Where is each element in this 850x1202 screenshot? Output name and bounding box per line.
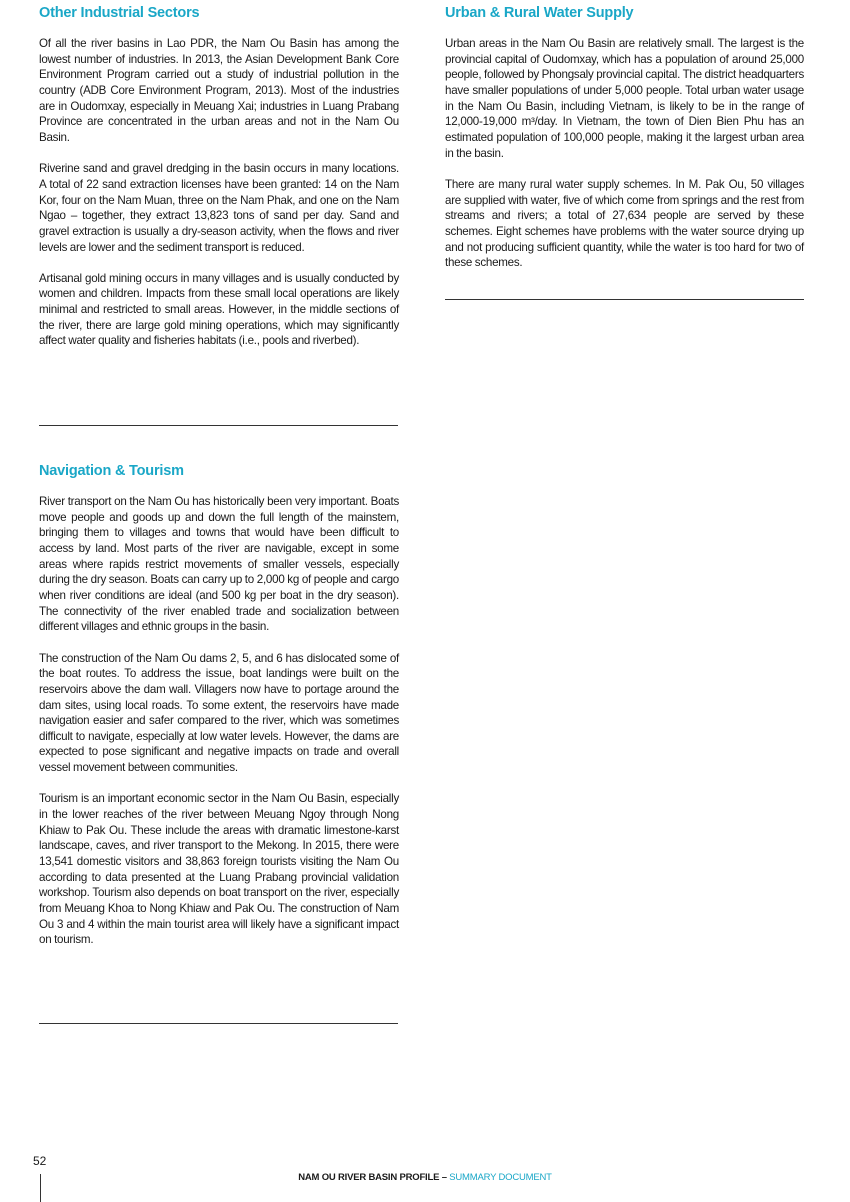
section-navigation-tourism xyxy=(39,462,399,964)
footer xyxy=(0,1172,850,1183)
section-title-water: Urban & Rural Water Supply xyxy=(445,5,634,21)
paragraph-industrial-2: Riverine sand and gravel dredging in the basin occurs in many locations. A total of 22 sand extraction licenses have been granted: 14 on the Nam Kor, four on the Nam Muan, three on the Nam Phak, and one on the Nam Ngao – together, they extract 13,823 tons of sand per day. Sand and gravel extraction is usually a dry-season activity, when the flows and river levels are lower and the sediment transport is reduced. xyxy=(39,162,399,254)
paragraph-water-1: Urban areas in the Nam Ou Basin are relatively small. The largest is the provincial capital of Oudomxay, which has a population of around 25,000 people, followed by Phongsaly provincial capital. The district headquarters have smaller populations of under 5,000 people. Total urban water usage in the Nam Ou Basin, including Vietnam, is likely to be in the range of 12,000-19,000 m³/day. In Vietnam, the town of Dien Bien Phu has an estimated population of 100,000 people, making it the largest urban area in the basin. xyxy=(445,37,804,160)
paragraph-navigation-1: River transport on the Nam Ou has historically been very important. Boats move people and goods up and down the full length of the mainstem, bringing them to villages and towns that would have been difficult to access by land. Most parts of the river are navigable, except in some areas where rapids restrict movements of smaller vessels, especially during the dry season. Boats can carry up to 2,000 kg of people and cargo when river conditions are ideal (and 500 kg per boat in the dry season). The connectivity of the river enabled trade and socialization between different villages and ethnic groups in the basin. xyxy=(39,495,399,634)
section-divider-navigation xyxy=(39,1023,398,1024)
section-divider-water xyxy=(445,299,804,300)
section-divider-industrial xyxy=(39,425,398,426)
paragraph-industrial-3: Artisanal gold mining occurs in many villages and is usually conducted by women and children. Impacts from these small local operations are likely minimal and restricted to small areas. However, in the middle sections of the river, there are large gold mining operations, which may significantly affect water quality and fisheries habitats (i.e., pools and riverbed). xyxy=(39,271,399,348)
section-title-industrial: Other Industrial Sectors xyxy=(39,5,200,21)
section-urban-rural-water-supply xyxy=(445,4,804,286)
paragraph-industrial-1: Of all the river basins in Lao PDR, the Nam Ou Basin has among the lowest number of industries. In 2013, the Asian Development Bank Core Environment Program carried out a study of industrial pollution in the country (ADB Core Environment Program, 2013). Most of the industries are in Oudomxay, especially in Meuang Xai; industries in Luang Prabang Province are concentrated in the urban areas and not in the Nam Ou Basin. xyxy=(39,37,399,144)
paragraph-navigation-2: The construction of the Nam Ou dams 2, 5, and 6 has dislocated some of the boat routes. To address the issue, boat landings were built on the reservoirs above the dam wall. Villagers now have to portage around the dam sites, using local roads. To some extent, the reservoirs have made navigation easier and safer compared to the river, which was sometimes difficult to navigate, especially at low water levels. However, the dams are expected to pose significant and negative impacts on trade and overall vessel movement between communities. xyxy=(39,651,399,775)
section-other-industrial-sectors xyxy=(39,4,399,365)
paragraph-water-2: There are many rural water supply schemes. In M. Pak Ou, 50 villages are supplied with water, five of which come from springs and the rest from streams and rivers; a total of 27,634 people are served by these schemes. Eight schemes have problems with the water source drying up and not producing sufficient quantity, while the water is too hard for two of these schemes. xyxy=(445,177,804,270)
section-title-navigation: Navigation & Tourism xyxy=(39,463,184,479)
footer-separator: – xyxy=(439,1172,450,1183)
footer-document-subtitle: SUMMARY DOCUMENT xyxy=(449,1172,552,1183)
page-number: 52 xyxy=(33,1154,47,1168)
paragraph-navigation-3: Tourism is an important economic sector in the Nam Ou Basin, especially in the lower reaches of the river between Meuang Ngoy through Nong Khiaw to Pak Ou. These include the areas with dramatic limestone-karst landscape, caves, and river transport to the Mekong. In 2015, there were 13,541 domestic visitors and 38,863 foreign tourists visiting the Nam Ou according to data presented at the Luang Prabang provincial validation workshop. Tourism also depends on boat transport on the river, especially from Meuang Khoa to Nong Khiaw and Pak Ou. The construction of Nam Ou 3 and 4 within the main tourist area will likely have a significant impact on tourism. xyxy=(39,792,399,947)
footer-document-title: NAM OU RIVER BASIN PROFILE xyxy=(298,1172,440,1183)
